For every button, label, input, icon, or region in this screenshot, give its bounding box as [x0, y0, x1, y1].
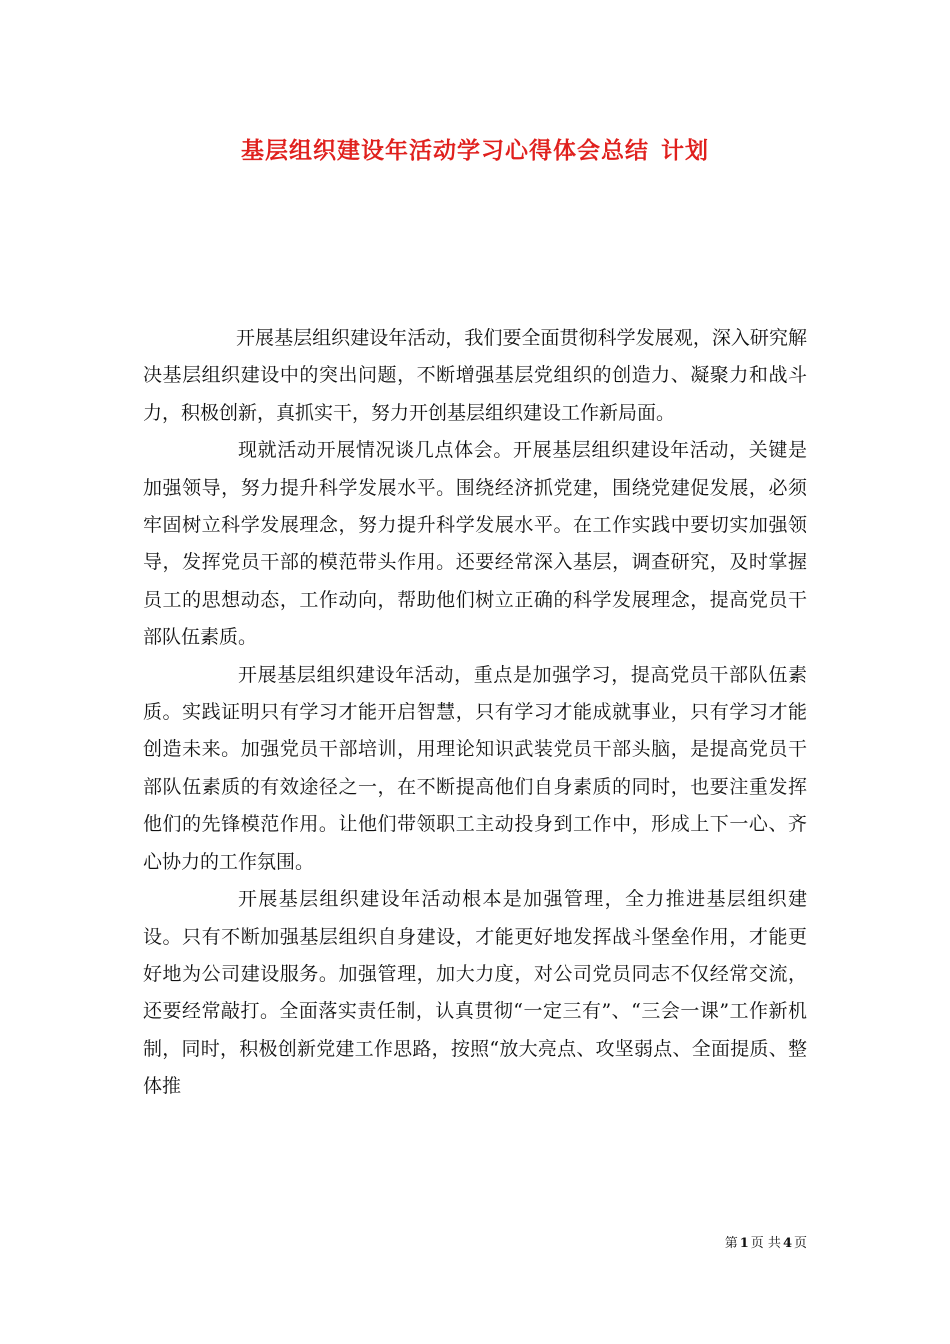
- footer-middle: 页 共: [750, 1236, 781, 1251]
- page-title: [0, 132, 950, 165]
- title-main: 基层组织建设年活动学习心得体会总结: [241, 137, 649, 164]
- footer-prefix: 第: [724, 1236, 738, 1251]
- footer-current-page: 1: [739, 1236, 749, 1251]
- title-suffix: 计划: [661, 137, 709, 164]
- paragraph-1: 开展基层组织建设年活动，我们要全面贯彻科学发展观，深入研究解决基层组织建设中的突出问题，不断增强基层党组织的创造力、凝聚力和战斗力，积极创新，真抓实干，努力开创基层组织建设工作新局面。: [143, 327, 807, 424]
- paragraph-4: 开展基层组织建设年活动根本是加强管理，全力推进基层组织建设。只有不断加强基层组织自身建设，才能更好地发挥战斗堡垒作用，才能更好地为公司建设服务。加强管理，加大力度，对公司党员同志不仅经常交流，还要经常敲打。全面落实责任制，认真贯彻“一定三有”、“三会一课”工作新机制，同时，积极创新党建工作思路，按照“放大亮点、攻坚弱点、全面提质、整体推: [143, 888, 807, 1098]
- footer-suffix: 页: [793, 1236, 807, 1251]
- footer-total-pages: 4: [782, 1236, 792, 1251]
- document-body: [143, 320, 807, 1106]
- paragraph-2: 现就活动开展情况谈几点体会。开展基层组织建设年活动，关键是加强领导，努力提升科学发展水平。围绕经济抓党建，围绕党建促发展，必须牢固树立科学发展理念，努力提升科学发展水平。在工作实践中要切实加强领导，发挥党员干部的模范带头作用。还要经常深入基层，调查研究，及时掌握员工的思想动态，工作动向，帮助他们树立正确的科学发展理念，提高党员干部队伍素质。: [143, 439, 807, 649]
- paragraph-3: 开展基层组织建设年活动，重点是加强学习，提高党员干部队伍素质。实践证明只有学习才能开启智慧，只有学习才能成就事业，只有学习才能创造未来。加强党员干部培训，用理论知识武装党员干部头脑，是提高党员干部队伍素质的有效途径之一，在不断提高他们自身素质的同时，也要注重发挥他们的先锋模范作用。让他们带领职工主动投身到工作中，形成上下一心、齐心协力的工作氛围。: [143, 663, 807, 873]
- page-footer: [725, 1232, 807, 1251]
